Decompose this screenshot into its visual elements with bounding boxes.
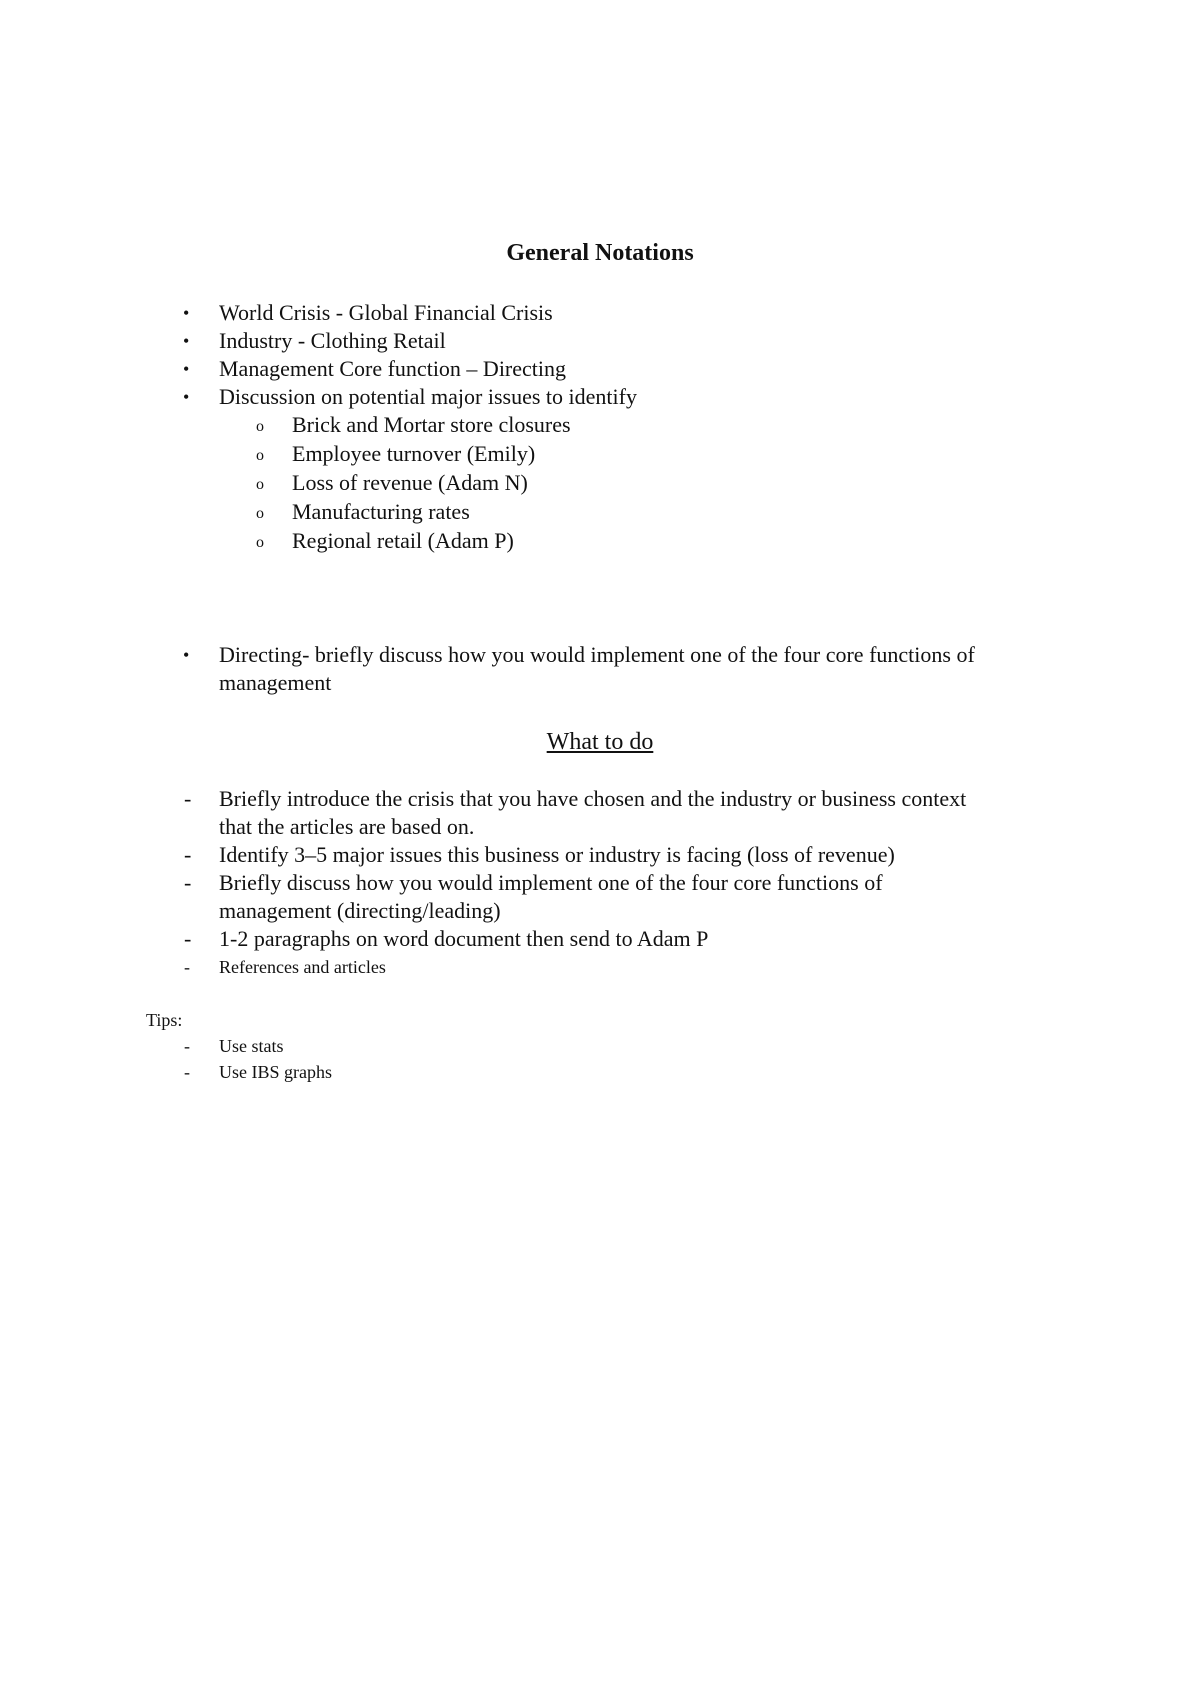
subitem-loss-of-revenue: Loss of revenue (Adam N) (292, 470, 528, 495)
todo-paragraphs: 1-2 paragraphs on word document then send to Adam P (219, 926, 709, 951)
dash-marker: - (184, 786, 192, 811)
dash-marker: - (184, 842, 192, 867)
todo-introduce-crisis-line2: that the articles are based on. (219, 814, 475, 839)
subitem-manufacturing-rates: Manufacturing rates (292, 499, 470, 524)
bullet-directing-line1: Directing- briefly discuss how you would implement one of the four core functions of (219, 642, 975, 667)
sub-bullet-marker: o (256, 476, 264, 493)
todo-references: References and articles (219, 957, 386, 977)
sub-bullet-marker: o (256, 505, 264, 522)
bullet-marker: • (183, 645, 190, 665)
sub-bullet-marker: o (256, 418, 264, 435)
subitem-employee-turnover: Employee turnover (Emily) (292, 441, 536, 466)
dash-marker: - (184, 1036, 190, 1056)
bullet-industry: Industry - Clothing Retail (219, 328, 446, 353)
bullet-marker: • (183, 331, 190, 351)
todo-core-functions-line1: Briefly discuss how you would implement one of the four core functions of (219, 870, 883, 895)
bullet-marker: • (183, 359, 190, 379)
tip-use-ibs-graphs: Use IBS graphs (219, 1062, 332, 1082)
sub-bullet-marker: o (256, 534, 264, 551)
tips-label: Tips: (146, 1010, 183, 1030)
bullet-marker: • (183, 387, 190, 407)
tip-use-stats: Use stats (219, 1036, 284, 1056)
general-notations-title: General Notations (506, 240, 694, 266)
what-to-do-title: What to do (546, 729, 654, 755)
subitem-store-closures: Brick and Mortar store closures (292, 412, 571, 437)
todo-core-functions-line2: management (directing/leading) (219, 898, 501, 923)
todo-introduce-crisis-line1: Briefly introduce the crisis that you have chosen and the industry or business context (219, 786, 967, 811)
bullet-world-crisis: World Crisis - Global Financial Crisis (219, 300, 553, 325)
sub-bullet-marker: o (256, 447, 264, 464)
dash-marker: - (184, 957, 190, 977)
subitem-regional-retail: Regional retail (Adam P) (292, 528, 514, 553)
todo-identify-issues: Identify 3–5 major issues this business or industry is facing (loss of revenue) (219, 842, 895, 867)
dash-marker: - (184, 926, 192, 951)
bullet-directing-line2: management (219, 670, 332, 695)
bullet-marker: • (183, 303, 190, 323)
bullet-management-core-function: Management Core function – Directing (219, 356, 567, 381)
dash-marker: - (184, 1062, 190, 1082)
dash-marker: - (184, 870, 192, 895)
bullet-discussion: Discussion on potential major issues to identify (219, 384, 637, 409)
